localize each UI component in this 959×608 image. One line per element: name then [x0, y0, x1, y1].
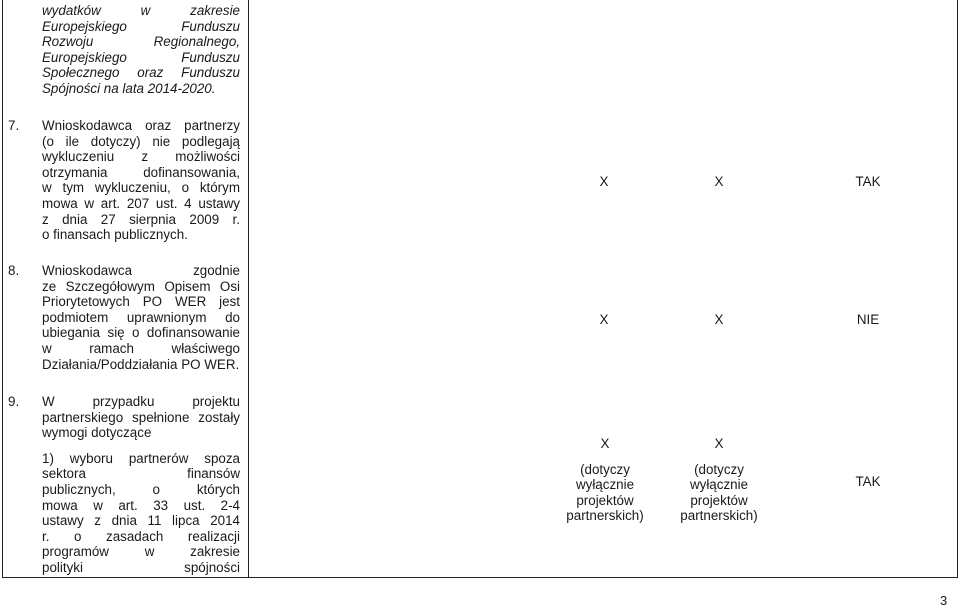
text-line: Europejskiego Funduszu [42, 49, 240, 65]
page-number: 3 [940, 593, 948, 608]
row7-col3-status: TAK [855, 174, 881, 189]
text-line: polityki spójności [42, 559, 240, 575]
row8-text [42, 263, 240, 372]
text-line: mowa w art. 207 ust. 4 ustawy [42, 195, 240, 211]
text-line: projektów [576, 492, 634, 508]
text-line: wymogi dotyczące [42, 425, 152, 441]
text-line: publicznych, o których [42, 481, 240, 497]
text-line: otrzymania dofinansowania, [42, 164, 240, 180]
text-line: sektora finansów [42, 466, 240, 482]
text-line: mowa w art. 33 ust. 2-4 [42, 497, 240, 513]
table-border-col1 [248, 0, 249, 578]
text-line: Wnioskodawca oraz partnerzy [42, 118, 240, 133]
text-line: partnerskich) [680, 508, 758, 524]
row9-col2-mark: X [714, 436, 724, 451]
text-line: partnerskiego spełnione zostały [42, 409, 240, 425]
text-line: Działania/Poddziałania PO WER. [42, 356, 240, 372]
row9-col3-status: TAK [855, 474, 881, 489]
row8-number: 8. [8, 263, 20, 278]
text-line: ustawy z dnia 11 lipca 2014 [42, 513, 240, 529]
row7-number: 7. [8, 118, 20, 133]
row7-col2-mark: X [714, 174, 724, 189]
row8-col3-status: NIE [856, 312, 880, 327]
text-line: z dnia 27 sierpnia 2009 r. [42, 211, 240, 227]
text-line: Wnioskodawca zgodnie [42, 263, 240, 278]
row9-col1-mark: X [600, 436, 610, 451]
text-line: w tym wykluczeniu, o którym [42, 180, 240, 196]
text-line: W przypadku projektu [42, 394, 240, 409]
table-border-bottom [2, 577, 958, 578]
text-line: (o ile dotyczy) nie podlegają [42, 133, 240, 149]
text-line: partnerskich) [566, 508, 644, 524]
row8-col1-mark: X [599, 312, 609, 327]
row7-col1-mark: X [599, 174, 609, 189]
text-line: r. o zasadach realizacji [42, 528, 240, 544]
row9-col2-cell [664, 436, 774, 524]
table-border-left [2, 0, 3, 578]
text-line: wyłącznie [689, 477, 749, 493]
row9-number: 9. [8, 394, 20, 409]
text-line: wyłącznie [575, 477, 635, 493]
text-line: ze Szczegółowym Opisem Osi [42, 278, 240, 294]
text-line: podmiotem uprawnionym do [42, 309, 240, 325]
text-line: programów w zakresie [42, 544, 240, 560]
text-line: Priorytetowych PO WER jest [42, 294, 240, 310]
row-top-text [42, 3, 240, 97]
text-line: (dotyczy [694, 461, 744, 477]
text-line: w ramach właściwego [42, 340, 240, 356]
row9-text [42, 394, 240, 576]
text-line: Rozwoju Regionalnego, [42, 34, 240, 50]
text-line: wydatków w zakresie [42, 3, 240, 18]
text-line: wykluczeniu z możliwości [42, 149, 240, 165]
row7-text [42, 118, 240, 243]
row9-sublist [42, 451, 240, 576]
text-line: Spójności na lata 2014-2020. [42, 80, 216, 96]
text-line: Społecznego oraz Funduszu [42, 65, 240, 81]
text-line: projektów [690, 492, 748, 508]
table-border-right [957, 0, 958, 578]
text-line: o finansach publicznych. [42, 227, 188, 243]
text-line: Europejskiego Funduszu [42, 18, 240, 34]
text-line: ubiegania się o dofinansowanie [42, 325, 240, 341]
text-line: 1) wyboru partnerów spoza [42, 450, 240, 466]
text-line: (dotyczy [580, 461, 630, 477]
row8-col2-mark: X [714, 312, 724, 327]
row9-col1-cell [550, 436, 660, 524]
